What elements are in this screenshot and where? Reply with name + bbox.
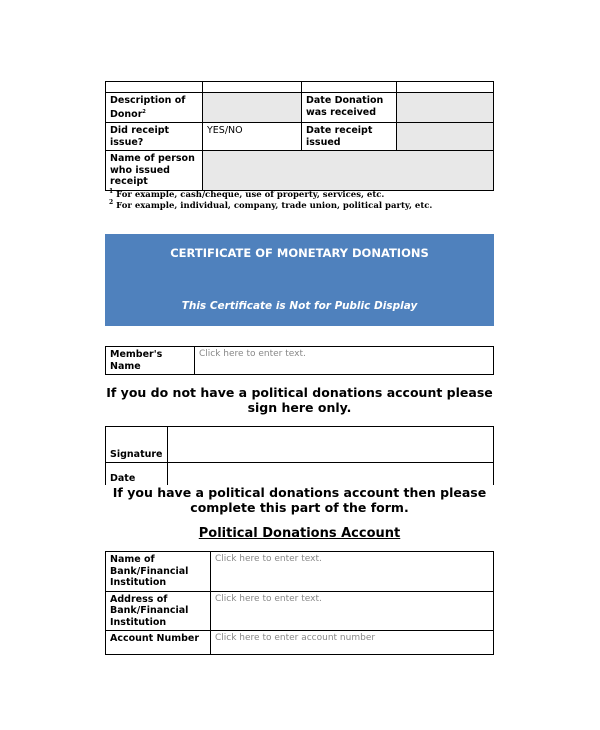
date-donation-received-field[interactable] [397,93,494,123]
bank-name-label: Name of Bank/Financial Institution [106,552,211,592]
date-donation-received-label: Date Donation was received [302,93,397,123]
person-issued-receipt-field[interactable] [203,151,494,191]
certificate-subtitle: This Certificate is Not for Public Display [181,300,418,312]
description-of-donor-field[interactable] [203,93,302,123]
table-row [106,591,494,631]
donation-details-table [105,81,494,191]
table-row [106,631,494,655]
no-account-instruction: If you do not have a political donations account please sign here only. [106,385,493,415]
signature-table [105,426,494,487]
certificate-banner [105,234,494,326]
signature-field[interactable] [167,427,493,463]
date-receipt-issued-field[interactable] [397,123,494,151]
footnote-1: $^1$ For example, cash/cheque, use of property, services, etc. [109,188,385,200]
receipt-issued-value[interactable]: YES/NO [203,123,302,151]
person-issued-receipt-label: Name of person who issued receipt [106,151,203,191]
date-label: Date [106,463,168,487]
footnote-2: $^2$ For example, individual, company, trade union, political party, etc. [109,199,433,211]
table-row [106,552,494,592]
bank-address-field[interactable]: Click here to enter text. [211,591,494,631]
bank-name-field[interactable]: Click here to enter text. [211,552,494,592]
member-name-field[interactable]: Click here to enter text. [195,347,494,375]
bank-address-label: Address of Bank/Financial Institution [106,591,211,631]
account-section-title: Political Donations Account [198,526,401,541]
account-number-field[interactable]: Click here to enter account number [211,631,494,655]
member-name-label: Member's Name [106,347,195,375]
description-of-donor-label: Description of Donor$^2$ [106,93,203,123]
date-receipt-issued-label: Date receipt issued [302,123,397,151]
certificate-title: CERTIFICATE OF MONETARY DONATIONS [170,246,429,260]
did-receipt-issue-label: Did receipt issue? [106,123,203,151]
date-field[interactable] [167,463,493,487]
member-name-table [105,346,494,375]
signature-label: Signature [106,427,168,463]
account-table [105,551,494,655]
account-number-label: Account Number [106,631,211,655]
has-account-instruction: If you have a political donations account then please complete this part of the form. [105,485,494,515]
